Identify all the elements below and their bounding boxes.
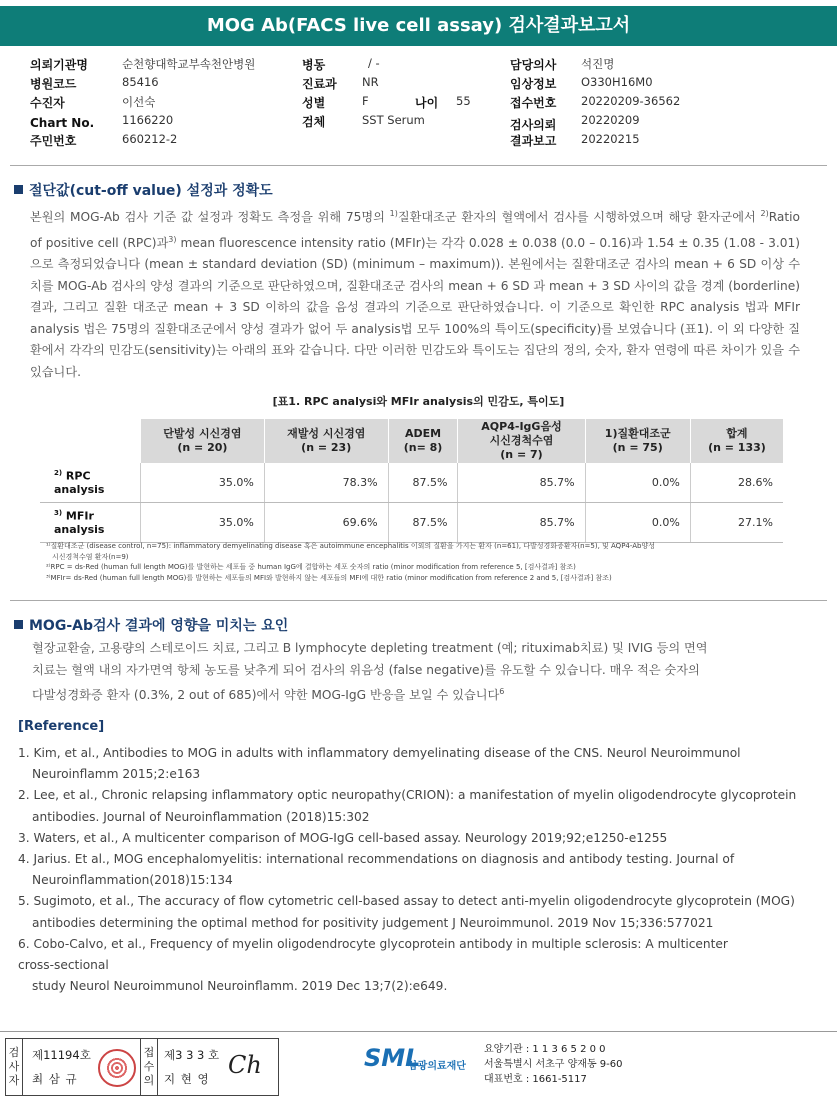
info-label: 성별 <box>302 96 326 110</box>
age-label: 나이 <box>415 96 439 110</box>
para-text: 본원의 MOG-Ab 검사 기준 값 설정과 정확도 측정을 위해 75명의 <box>30 210 390 225</box>
info-value: 이선숙 <box>122 95 156 109</box>
org-name: 삼광의료재단 <box>408 1061 466 1072</box>
square-bullet-icon <box>14 620 23 629</box>
table-cell: 0.0% <box>585 463 690 503</box>
info-label: 주민번호 <box>30 134 77 148</box>
reference-line: 4. Jarius. Et al., MOG encephalomyelitis: international recommendations on diagnosis and antibody testing. Journal of <box>18 852 735 867</box>
table-cell: 35.0% <box>141 503 265 543</box>
section-heading-factors <box>14 615 288 635</box>
footnote: ³⁾MFIr= ds-Red (human full length MOG)를 발현하는 세포들의 MFI와 발현하지 않는 세포들의 MFI에 대한 ratio (minor modification from reference 2 and 5, [검사결과] 참조) <box>46 573 612 582</box>
info-value: O330H16M0 <box>581 75 653 89</box>
para-line: 다발성경화증 환자 (0.3%, 2 out of 685)에서 약한 MOG-IgG 반응을 보일 수 있습니다$^6$ <box>32 687 505 703</box>
reference-line: Neuroinflamm 2015;2:e163 <box>32 767 201 782</box>
tester-label: 검사자 <box>6 1039 23 1095</box>
report-title: MOG Ab(FACS live cell assay) 검사결과보고서 <box>0 6 837 46</box>
superscript: 2) <box>760 209 769 218</box>
factors-paragraph <box>32 638 802 707</box>
address-line: 대표번호 : 1661-5117 <box>484 1074 587 1085</box>
info-value: SST Serum <box>362 113 425 127</box>
signature-box <box>5 1038 279 1096</box>
info-label: 진료과 <box>302 77 337 91</box>
row-label: $^{2)}$ RPC analysis <box>40 463 141 503</box>
info-value: 85416 <box>122 75 159 89</box>
address-line: 요양기관 : 1 1 3 6 5 2 0 0 <box>484 1044 606 1055</box>
reference-line: 1. Kim, et al., Antibodies to MOG in adults with inflammatory demyelinating disease of the CNS. Neurol Neuroimmunol <box>18 746 741 760</box>
info-value: F <box>362 94 369 108</box>
col-header: ADEM (n= 8) <box>388 419 458 463</box>
col-header: 합계 (n = 133) <box>690 419 783 463</box>
receiver-label: 접수의 <box>140 1039 158 1095</box>
table-footnotes <box>46 541 786 583</box>
reference-line: 5. Sugimoto, et al., The accuracy of flow cytometric cell-based assay to detect anti-myelin oligodendrocyte glycoprotein (MOG) <box>18 894 795 909</box>
col-header: 단발성 시신경염 (n = 20) <box>141 419 265 463</box>
patient-info <box>30 54 820 149</box>
sensitivity-table <box>40 419 783 543</box>
info-label: Chart No. <box>30 116 95 130</box>
reference-heading: [Reference] <box>18 719 105 734</box>
table-cell: 0.0% <box>585 503 690 543</box>
info-label: 검체 <box>302 115 326 129</box>
logo-text: SML <box>364 1044 421 1072</box>
reference-line: Neuroinflammation(2018)15:134 <box>32 873 233 888</box>
table-cell: 35.0% <box>141 463 265 503</box>
info-label: 병원코드 <box>30 77 77 91</box>
info-value: NR <box>362 75 379 89</box>
para-line: 치료는 혈액 내의 자가면역 항체 농도를 낮추게 되어 검사의 위음성 (false negative)를 유도할 수 있습니다. 매우 적은 숫자의 <box>32 662 700 677</box>
col-header: 1)질환대조군 (n = 75) <box>585 419 690 463</box>
info-label: 병동 <box>302 58 326 72</box>
sml-logo <box>364 1040 474 1074</box>
reference-line: antibodies. Journal of Neuroinflammation (2018)15:302 <box>32 809 370 824</box>
superscript: 1) <box>389 209 398 218</box>
reference-line: 2. Lee, et al., Chronic relapsing inflammatory optic neuropathy(CRION): a manifestation of myelin oligodendrocyte glycoprotein <box>18 788 797 803</box>
info-value: / - <box>368 56 380 70</box>
info-label: 검사의뢰 <box>510 118 557 132</box>
seal-icon <box>98 1049 136 1087</box>
reference-line: cross-sectional <box>18 958 109 973</box>
info-value: 1166220 <box>122 113 174 127</box>
reference-line: antibodies determining the optimal method for positivity judgement J Neuroimmunol. 2019 Nov 15;336:577021 <box>32 915 714 930</box>
age-value: 55 <box>456 94 471 108</box>
info-label: 의뢰기관명 <box>30 58 88 72</box>
receiver-name: 지 현 영 <box>164 1072 210 1086</box>
reference-line: 6. Cobo-Calvo, et al., Frequency of myelin oligodendrocyte glycoprotein antibody in multiple sclerosis: A multicenter <box>18 936 728 951</box>
superscript: 3) <box>168 234 177 244</box>
square-bullet-icon <box>14 185 23 194</box>
para-text: 질환대조군 환자의 혈액에서 검사를 시행하였으며 해당 환자군에서 <box>397 210 761 225</box>
divider <box>10 165 827 166</box>
col-header: AQP4-IgG음성 시신경척수염 (n = 7) <box>458 419 585 463</box>
footer <box>0 1031 837 1102</box>
table-cell: 87.5% <box>388 463 458 503</box>
col-header: 재발성 시신경염 (n = 23) <box>264 419 388 463</box>
para-line: 혈장교환술, 고용량의 스테로이드 치료, 그리고 B lymphocyte depleting treatment (예; rituximab치료) 및 IVIG 등의 면역 <box>32 641 708 655</box>
tester-license: 제11194호 <box>32 1048 91 1062</box>
table-cell: 87.5% <box>388 503 458 543</box>
cutoff-paragraph <box>30 203 800 383</box>
footnote: 시신경척수염 환자(n=9) <box>52 552 129 561</box>
info-value: 20220215 <box>581 132 640 146</box>
info-label: 결과보고 <box>510 134 557 148</box>
signature-icon: Ch <box>228 1051 262 1079</box>
table-cell: 27.1% <box>690 503 783 543</box>
info-value: 20220209 <box>581 113 640 127</box>
reference-line: study Neurol Neuroimmunol Neuroinflamm. 2019 Dec 13;7(2):e649. <box>32 979 448 994</box>
org-address <box>484 1042 623 1087</box>
info-label: 수진자 <box>30 96 65 110</box>
info-value: 순천향대학교부속천안병원 <box>122 57 256 71</box>
reference-line: 3. Waters, et al., A multicenter comparison of MOG-IgG cell-based assay. Neurology 2019;92;e1250-e1255 <box>18 830 668 845</box>
para-text: mean fluorescence intensity ratio (MFIr)는 각각 0.028 ± 0.038 (0.0 – 0.16)과 1.54 ± 0.35 (1.08 - 3.01)으로 측정되었습니다 (mean ± standard deviation (SD) (minimum – maximum)). 본원에서는 질환대조군 검사의 mean + 6 SD 이상 수치를 MOG-Ab 검사의 양성 결과의 기준으로 판단하였으며, 질환대조군 검사의 mean + 6 SD 과 mean + 3 SD 사이의 값을 경계 (borderline) 결과, 그리고 질환 대조군 mean + 3 SD 이하의 값을 음성 결과의 기준으로 판단하였습니다. 이 기준으로 확인한 RPC analysis 법과 MFIr analysis 법은 75명의 질환대조군에서 양성 결과가 없어 두 analysis법 모두 100%의 특이도(specificity)를 보였습니다 (표1). 이 외 다양한 질환에서 각각의 민감도(sensitivity)는 아래의 표와 같습니다. 다만 이러한 민감도와 특이도는 집단의 정의, 숫자, 환자 연령에 따른 차이가 있을 수 있습니다. <box>30 235 800 379</box>
para-text: Ratio of positive cell (RPC)과 <box>30 210 800 250</box>
table-row <box>40 503 783 543</box>
address-line: 서울특별시 서초구 양재동 9-60 <box>484 1059 623 1070</box>
info-label: 임상정보 <box>510 77 557 91</box>
table-cell: 78.3% <box>264 463 388 503</box>
footnote: ²⁾RPC = ds-Red (human full length MOG)를 발현하는 세포들 중 human IgG에 결합하는 세포 숫자의 ratio (minor modification from reference 5, [검사결과] 참조) <box>46 563 576 571</box>
info-value: 20220209-36562 <box>581 94 681 108</box>
row-label: $^{3)}$ MFIr analysis <box>40 503 141 543</box>
info-value: 석진명 <box>581 57 615 71</box>
table-corner <box>40 419 141 463</box>
table-cell: 85.7% <box>458 503 585 543</box>
info-label: 담당의사 <box>510 58 557 72</box>
receiver-license: 제3 3 3 호 <box>164 1048 220 1062</box>
section-heading-text: 절단값(cut-off value) 설정과 정확도 <box>29 183 273 199</box>
info-value: 660212-2 <box>122 132 178 146</box>
footnote: ¹⁾질환대조군 (disease control, n=75): inflammatory demyelinating disease 혹은 autoimmune encephalitis 이외의 질환을 가지는 환자 (n=61), 다발성경화증환자(n=5), 및 AQP4-Ab양성 <box>46 542 655 550</box>
table-caption: [표1. RPC analysi와 MFIr analysis의 민감도, 특이도] <box>272 395 565 408</box>
table-cell: 28.6% <box>690 463 783 503</box>
info-label: 접수번호 <box>510 96 557 110</box>
section-heading-text: MOG-Ab검사 결과에 영향을 미치는 요인 <box>29 618 289 634</box>
reference-list <box>18 743 818 997</box>
section-heading-cutoff <box>14 180 273 200</box>
table-cell: 69.6% <box>264 503 388 543</box>
table-row <box>40 463 783 503</box>
table-cell: 85.7% <box>458 463 585 503</box>
tester-name: 최 삼 규 <box>32 1072 78 1086</box>
divider <box>10 600 827 601</box>
